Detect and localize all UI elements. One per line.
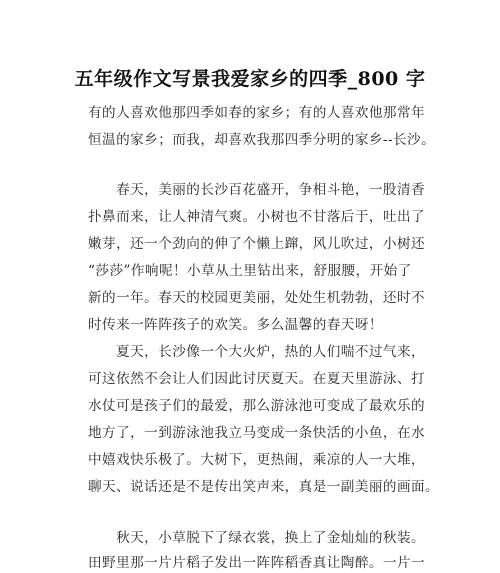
text-line: 新的一年。春天的校园更美丽，处处生机勃勃，还时不	[88, 290, 426, 306]
text-line: 春天，美丽的长沙百花盛开，争相斗艳，一股清香	[88, 182, 426, 198]
text-line: 水仗可是孩子们的最爱，那么游泳池可变成了最欢乐的	[88, 398, 426, 414]
text-line: “莎莎”作响呢！小草从土里钻出来，舒服腰，开始了	[88, 263, 412, 279]
text-line: 聊天、说话还是不是传出笑声来，真是一副美丽的画面。	[88, 479, 440, 495]
text-line: 嫩芽，还一个劲向的伸了个懒上蹿，风儿吹过，小树还	[88, 236, 426, 252]
text-line: 有的人喜欢他那四季如春的家乡；有的人喜欢他那常年	[88, 105, 426, 121]
text-line: 田野里那一片片稻子发出一阵阵稻香真让陶醉。一片一	[88, 555, 426, 571]
text-line: 时传来一阵阵孩子的欢笑。多么温馨的春天呀！	[88, 317, 383, 333]
document-title: 五年级作文写景我爱家乡的四季_800 字	[74, 68, 426, 90]
text-line: 恒温的家乡；而我，却喜欢我那四季分明的家乡--长沙。	[88, 132, 436, 148]
text-line: 扑鼻而来，让人神清气爽。小树也不甘落后于，吐出了	[88, 209, 426, 225]
text-line: 中嬉戏快乐极了。大树下，更热闹，乘凉的人一大堆，	[88, 452, 426, 468]
text-line: 秋天，小草脱下了绿衣裳，换上了金灿灿的秋装。	[88, 530, 426, 546]
text-line: 夏天，长沙像一个大火炉，热的人们喘不过气来，	[88, 344, 426, 360]
text-line: 地方了，一到游泳池我立马变成一条快活的小鱼，在水	[88, 425, 426, 441]
text-line: 可这依然不会让人们因此讨厌夏天。在夏天里游泳、打	[88, 371, 426, 387]
